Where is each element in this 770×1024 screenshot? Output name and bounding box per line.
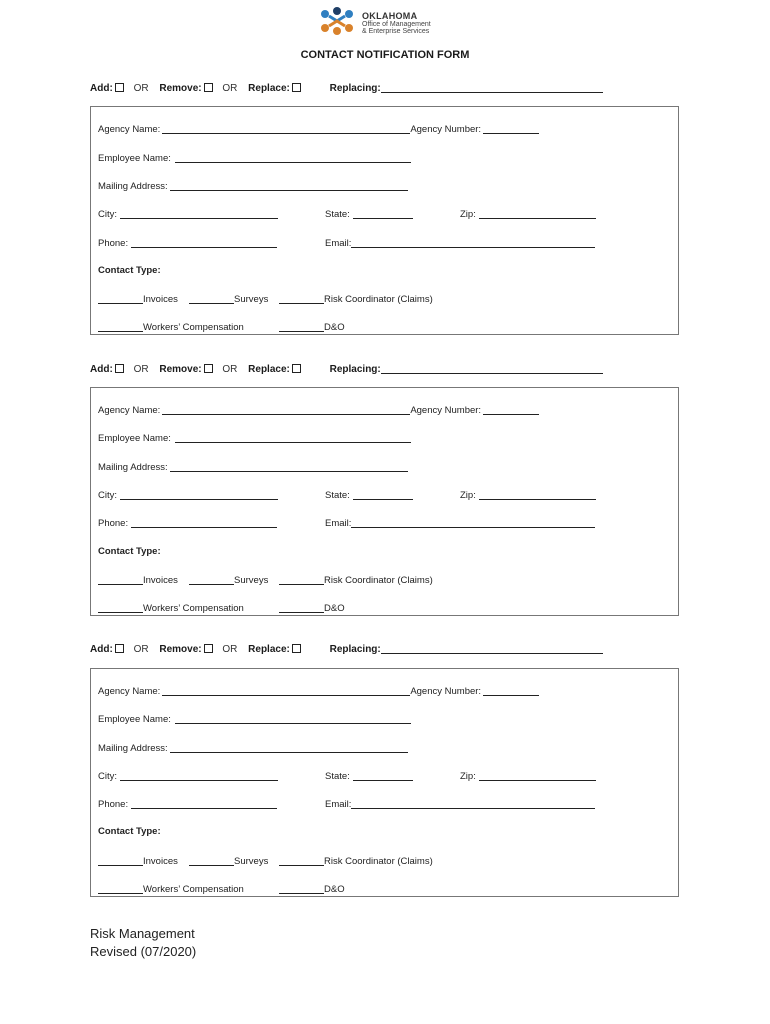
employee-name-row [98,432,411,444]
remove-label: Remove: [159,83,202,94]
agency-name-label: Agency Name: [98,686,161,697]
workers-comp-row [98,602,244,614]
form-title: CONTACT NOTIFICATION FORM [300,49,470,61]
zip-row [460,208,596,220]
footer-department: Risk Management [90,926,195,941]
risk-coordinator-label: Risk Coordinator (Claims) [324,294,433,305]
surveys-row [189,855,268,867]
phone-field[interactable] [131,237,277,248]
replacing-label: Replacing: [329,83,381,94]
employee-name-label: Employee Name: [98,153,171,164]
risk-coordinator-label: Risk Coordinator (Claims) [324,856,433,867]
or-label: OR [222,644,238,655]
agency-number-label: Agency Number: [410,405,482,416]
logo-emblem-icon [316,6,358,36]
state-label: State: [325,771,350,782]
logo-line-1: OKLAHOMA [362,11,418,21]
dando-label: D&O [324,322,345,333]
contact-section-3 [90,668,679,897]
replace-label: Replace: [248,83,290,94]
replacing-label: Replacing: [329,644,381,655]
agency-name-field[interactable] [162,685,410,696]
city-row [98,770,278,782]
email-row [325,517,595,529]
mailing-address-field[interactable] [170,461,408,472]
phone-row [98,798,277,810]
surveys-row [189,293,268,305]
invoices-row [98,855,178,867]
email-row [325,237,595,249]
mailing-address-row [98,180,408,192]
invoices-label: Invoices [143,575,178,586]
email-label: Email: [325,799,352,810]
replace-label: Replace: [248,364,290,375]
or-label: OR [222,364,238,375]
replace-checkbox[interactable] [292,644,301,653]
invoices-field[interactable] [98,855,143,866]
add-checkbox[interactable] [115,364,124,373]
agency-number-field[interactable] [483,404,539,415]
mailing-address-label: Mailing Address: [98,181,168,192]
workers-comp-label: Workers’ Compensation [143,884,244,895]
dando-field[interactable] [279,883,324,894]
replacing-field[interactable] [381,363,603,374]
surveys-row [189,574,268,586]
phone-label: Phone: [98,518,129,529]
logo-line-2: Office of Management [362,21,431,28]
state-label: State: [325,209,350,220]
action-row [90,643,603,655]
risk-coordinator-field[interactable] [279,293,324,304]
city-label: City: [98,209,117,220]
risk-coordinator-field[interactable] [279,855,324,866]
remove-checkbox[interactable] [204,83,213,92]
email-field[interactable] [351,798,595,809]
city-row [98,489,278,501]
remove-label: Remove: [159,364,202,375]
city-row [98,208,278,220]
email-field[interactable] [351,517,595,528]
workers-comp-field[interactable] [98,602,143,613]
agency-name-row [98,685,539,697]
phone-field[interactable] [131,798,277,809]
replace-checkbox[interactable] [292,83,301,92]
zip-label: Zip: [460,771,476,782]
city-field[interactable] [120,208,278,219]
phone-row [98,517,277,529]
mailing-address-label: Mailing Address: [98,462,168,473]
city-label: City: [98,490,117,501]
or-label: OR [133,644,149,655]
agency-name-label: Agency Name: [98,405,161,416]
replacing-label: Replacing: [329,364,381,375]
agency-name-field[interactable] [162,123,410,134]
contact-type-label: Contact Type: [98,826,161,837]
agency-name-row [98,404,539,416]
agency-number-label: Agency Number: [410,686,482,697]
workers-comp-label: Workers’ Compensation [143,322,244,333]
surveys-field[interactable] [189,293,234,304]
invoices-label: Invoices [143,294,178,305]
state-row [325,770,413,782]
employee-name-field[interactable] [175,713,411,724]
phone-field[interactable] [131,517,277,528]
email-row [325,798,595,810]
contact-type-label: Contact Type: [98,265,161,276]
replace-checkbox[interactable] [292,364,301,373]
risk-coordinator-field[interactable] [279,574,324,585]
employee-name-label: Employee Name: [98,433,171,444]
add-checkbox[interactable] [115,83,124,92]
action-row [90,82,603,94]
footer-revision: Revised (07/2020) [90,944,197,959]
replace-label: Replace: [248,644,290,655]
workers-comp-label: Workers’ Compensation [143,603,244,614]
action-row [90,363,603,375]
email-field[interactable] [351,237,595,248]
invoices-row [98,574,178,586]
state-field[interactable] [353,770,413,781]
city-field[interactable] [120,770,278,781]
email-label: Email: [325,238,352,249]
add-checkbox[interactable] [115,644,124,653]
remove-label: Remove: [159,644,202,655]
invoices-row [98,293,178,305]
contact-section-2 [90,387,679,616]
invoices-field[interactable] [98,574,143,585]
remove-checkbox[interactable] [204,644,213,653]
agency-number-label: Agency Number: [410,124,482,135]
risk-coordinator-row [279,574,433,586]
phone-row [98,237,277,249]
employee-name-row [98,152,411,164]
employee-name-row [98,713,411,725]
dando-field[interactable] [279,602,324,613]
risk-coordinator-row [279,293,433,305]
or-label: OR [133,364,149,375]
dando-field[interactable] [279,321,324,332]
city-label: City: [98,771,117,782]
phone-label: Phone: [98,238,129,249]
dando-row [279,883,345,895]
zip-field[interactable] [479,489,596,500]
contact-section-1 [90,106,679,335]
workers-comp-row [98,321,244,333]
mailing-address-row [98,742,408,754]
agency-number-field[interactable] [483,123,539,134]
state-row [325,489,413,501]
surveys-field[interactable] [189,855,234,866]
add-label: Add: [90,83,113,94]
zip-label: Zip: [460,490,476,501]
dando-label: D&O [324,884,345,895]
zip-label: Zip: [460,209,476,220]
dando-row [279,602,345,614]
zip-row [460,489,596,501]
surveys-label: Surveys [234,575,269,586]
state-label: State: [325,490,350,501]
zip-field[interactable] [479,770,596,781]
or-label: OR [222,83,238,94]
add-label: Add: [90,364,113,375]
agency-number-field[interactable] [483,685,539,696]
add-label: Add: [90,644,113,655]
invoices-field[interactable] [98,293,143,304]
dando-row [279,321,345,333]
invoices-label: Invoices [143,856,178,867]
contact-type-label: Contact Type: [98,546,161,557]
state-field[interactable] [353,208,413,219]
surveys-label: Surveys [234,294,269,305]
zip-row [460,770,596,782]
agency-name-row [98,123,539,135]
risk-coordinator-row [279,855,433,867]
replacing-field[interactable] [381,643,603,654]
employee-name-field[interactable] [175,152,411,163]
risk-coordinator-label: Risk Coordinator (Claims) [324,575,433,586]
workers-comp-row [98,883,244,895]
oklahoma-omes-logo [316,6,466,38]
surveys-field[interactable] [189,574,234,585]
dando-label: D&O [324,603,345,614]
phone-label: Phone: [98,799,129,810]
workers-comp-field[interactable] [98,321,143,332]
zip-field[interactable] [479,208,596,219]
logo-line-3: & Enterprise Services [362,28,430,35]
agency-name-field[interactable] [162,404,410,415]
mailing-address-row [98,461,408,473]
mailing-address-label: Mailing Address: [98,743,168,754]
employee-name-label: Employee Name: [98,714,171,725]
state-row [325,208,413,220]
city-field[interactable] [120,489,278,500]
state-field[interactable] [353,489,413,500]
surveys-label: Surveys [234,856,269,867]
agency-name-label: Agency Name: [98,124,161,135]
email-label: Email: [325,518,352,529]
replacing-field[interactable] [381,82,603,93]
mailing-address-field[interactable] [170,180,408,191]
or-label: OR [133,83,149,94]
employee-name-field[interactable] [175,432,411,443]
remove-checkbox[interactable] [204,364,213,373]
mailing-address-field[interactable] [170,742,408,753]
workers-comp-field[interactable] [98,883,143,894]
